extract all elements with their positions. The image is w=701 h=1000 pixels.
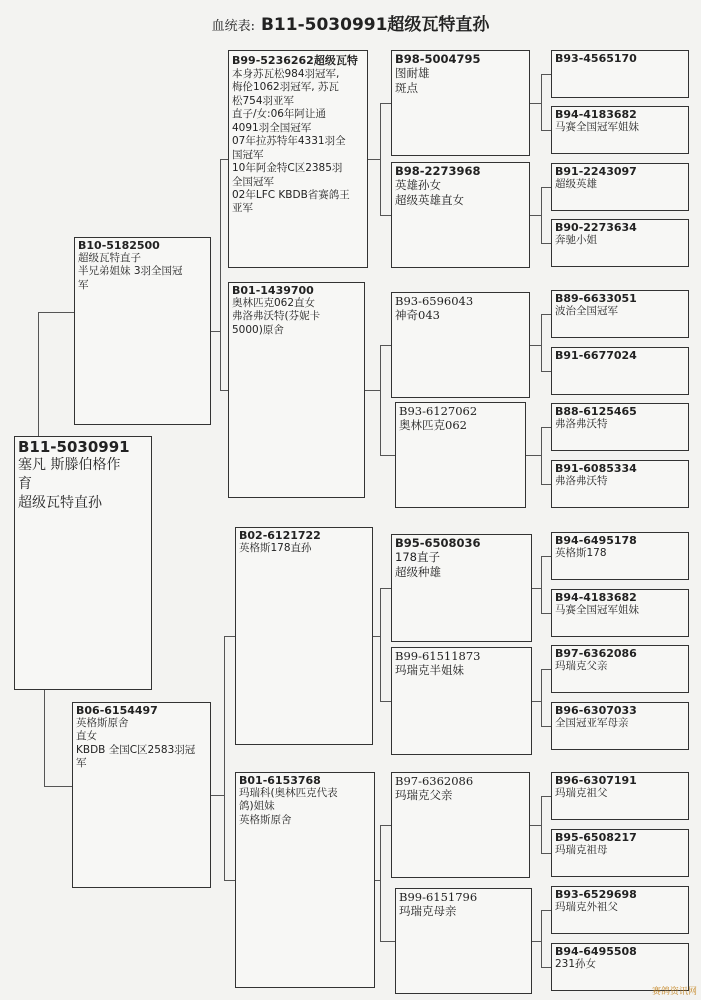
bird-description-line: 直女 (76, 730, 97, 743)
connector-line (541, 726, 551, 727)
bird-ring-number: B01-6153768 (239, 774, 321, 787)
great-grandparent-box (391, 292, 530, 398)
bird-description-line: 07年拉苏特年4331羽全 (232, 135, 346, 148)
connector-line (530, 215, 541, 216)
connector-line (380, 825, 381, 942)
bird-ring-number: B06-6154497 (76, 704, 158, 717)
connector-line (530, 103, 541, 104)
ancestor-box (551, 702, 689, 750)
connector-line (541, 669, 551, 670)
connector-line (541, 130, 551, 131)
connector-line (532, 701, 541, 702)
bird-description-line: 军 (78, 278, 89, 291)
bird-description-line: 超级英雄直女 (395, 192, 464, 207)
bird-description-line: 塞凡 斯滕伯格作 (18, 457, 121, 473)
ancestor-box (551, 290, 689, 338)
title-label: 血统表: (211, 19, 255, 34)
connector-line (541, 74, 551, 75)
great-grandparent-box (391, 647, 532, 755)
bird-description-line: 马赛全国冠军姐妹 (555, 121, 639, 133)
great-grandparent-box (391, 772, 530, 878)
bird-ring-number: B99-61511873 (395, 649, 481, 663)
bird-description-line: 02年LFC KBDB省赛鸽王 (232, 188, 350, 201)
connector-line (380, 455, 395, 456)
bird-ring-number: B91-6677024 (555, 349, 637, 362)
connector-line (224, 636, 225, 881)
bird-description-line: 全国冠亚军母亲 (555, 717, 629, 729)
connector-line (532, 588, 541, 589)
bird-ring-number: B96-6307191 (555, 774, 637, 787)
connector-line (541, 314, 542, 372)
bird-description-line: 本身苏瓦松984羽冠军, (232, 68, 340, 80)
bird-ring-number: B90-2273634 (555, 221, 637, 234)
connector-line (380, 215, 391, 216)
connector-line (211, 331, 220, 332)
connector-line (380, 588, 381, 702)
bird-ring-number: B93-6596043 (395, 294, 474, 308)
ancestor-box (551, 829, 689, 877)
grandparent-box (228, 50, 368, 268)
connector-line (220, 159, 228, 160)
sire-dam-box (74, 237, 211, 425)
connector-line (220, 159, 221, 391)
bird-description-line: 英格斯178直孙 (239, 542, 312, 554)
title-main: B11-5030991超级瓦特直孙 (260, 15, 490, 35)
bird-description-line: 4091羽全国冠军 (232, 121, 312, 134)
page-title (0, 10, 701, 35)
connector-line (541, 796, 551, 797)
bird-ring-number: B94-6495508 (555, 945, 637, 958)
bird-ring-number: B95-6508036 (395, 536, 481, 550)
bird-description-line: 玛瑞克外祖父 (555, 901, 618, 913)
connector-line (541, 556, 542, 614)
bird-description-line: 弗洛弗沃特 (555, 475, 608, 487)
bird-description-line: 图耐雄 (395, 66, 430, 80)
connector-line (541, 371, 551, 372)
connector-line (44, 786, 72, 787)
bird-description-line: 玛瑞克半姐妹 (395, 663, 464, 677)
bird-description-line: 鸽)姐妹 (239, 800, 275, 813)
bird-description-line: 英格斯原舍 (239, 813, 292, 826)
connector-line (380, 345, 391, 346)
grandparent-box (228, 282, 365, 498)
ancestor-box (551, 886, 689, 934)
great-grandparent-box (391, 162, 530, 268)
connector-line (38, 312, 39, 436)
ancestor-box (551, 645, 689, 693)
ancestor-box (551, 347, 689, 395)
bird-description-line: 玛瑞克祖母 (555, 844, 608, 856)
connector-line (365, 390, 380, 391)
connector-line (373, 636, 380, 637)
connector-line (541, 967, 551, 968)
bird-ring-number: B91-2243097 (555, 165, 637, 178)
connector-line (541, 910, 542, 968)
connector-line (220, 390, 228, 391)
bird-ring-number: B93-6127062 (399, 404, 478, 418)
ancestor-box (551, 772, 689, 820)
ancestor-box (551, 589, 689, 637)
connector-line (530, 825, 541, 826)
ancestor-box (551, 403, 689, 451)
connector-line (541, 484, 551, 485)
connector-line (224, 880, 235, 881)
ancestor-box (551, 163, 689, 211)
bird-description-line: 玛瑞克父亲 (395, 788, 453, 802)
bird-description-line: 玛瑞克父亲 (555, 660, 608, 672)
subject-bird-box (14, 436, 152, 690)
bird-description-line: 231孙女 (555, 958, 597, 970)
bird-ring-number: B99-5236262超级瓦特 (232, 54, 358, 67)
bird-description-line: 波治全国冠军 (555, 305, 618, 317)
bird-ring-number: B02-6121722 (239, 529, 321, 542)
bird-description-line: 育 (18, 475, 32, 492)
connector-line (530, 345, 541, 346)
connector-line (380, 345, 381, 456)
connector-line (541, 853, 551, 854)
connector-line (380, 103, 381, 216)
connector-line (380, 588, 391, 589)
bird-description-line: 超级瓦特直子 (78, 252, 141, 264)
connector-line (38, 312, 74, 313)
great-grandparent-box (391, 534, 532, 642)
bird-description-line: 神奇043 (395, 308, 440, 322)
bird-description-line: 玛瑞克母亲 (399, 904, 457, 918)
sire-dam-box (72, 702, 211, 888)
connector-line (541, 796, 542, 854)
connector-line (541, 187, 551, 188)
bird-ring-number: B93-4565170 (555, 52, 637, 65)
ancestor-box (551, 50, 689, 98)
connector-line (380, 701, 391, 702)
great-grandparent-box (395, 402, 526, 508)
bird-description-line: 梅伦1062羽冠军, 苏瓦 (232, 81, 339, 94)
bird-description-line: 松754羽亚军 (232, 94, 295, 107)
bird-ring-number: B94-4183682 (555, 591, 637, 604)
bird-ring-number: B11-5030991 (18, 438, 130, 456)
connector-line (541, 427, 542, 485)
connector-line (541, 74, 542, 131)
connector-line (211, 795, 224, 796)
bird-description-line: 178直子 (395, 550, 440, 564)
bird-ring-number: B93-6529698 (555, 888, 637, 901)
bird-description-line: 斑点 (395, 80, 418, 95)
bird-description-line: 弗洛弗沃特(芬妮卡 (232, 310, 321, 323)
connector-line (541, 613, 551, 614)
bird-ring-number: B94-6495178 (555, 534, 637, 547)
bird-ring-number: B01-1439700 (232, 284, 314, 297)
connector-line (44, 690, 45, 787)
bird-description-line: 10年阿金特C区2385羽 (232, 162, 343, 175)
bird-description-line: 奥林匹克062 (399, 418, 467, 432)
watermark: 赛鸽资讯网 (651, 987, 697, 997)
bird-ring-number: B94-4183682 (555, 108, 637, 121)
bird-ring-number: B97-6362086 (395, 774, 474, 788)
ancestor-box (551, 106, 689, 154)
bird-description-line: 英格斯原舍 (76, 717, 129, 729)
bird-description-line: 亚军 (232, 202, 253, 215)
bird-ring-number: B88-6125465 (555, 405, 637, 418)
connector-line (541, 556, 551, 557)
bird-description-line: 奔驰小姐 (555, 234, 597, 246)
bird-description-line: 英格斯178 (555, 547, 607, 559)
connector-line (380, 103, 391, 104)
bird-description-line: 超级种雄 (395, 564, 441, 579)
connector-line (541, 314, 551, 315)
bird-description-line: 全国冠军 (232, 175, 274, 188)
bird-ring-number: B91-6085334 (555, 462, 637, 475)
bird-ring-number: B97-6362086 (555, 647, 637, 660)
bird-description-line: KBDB 全国C区2583羽冠 (76, 743, 196, 756)
connector-line (526, 455, 541, 456)
bird-ring-number: B10-5182500 (78, 239, 160, 252)
bird-ring-number: B98-5004795 (395, 52, 481, 66)
great-grandparent-box (395, 888, 532, 994)
bird-description-line: 马赛全国冠军姐妹 (555, 604, 639, 616)
bird-ring-number: B98-2273968 (395, 164, 481, 178)
bird-ring-number: B96-6307033 (555, 704, 637, 717)
great-grandparent-box (391, 50, 530, 156)
bird-ring-number: B99-6151796 (399, 890, 478, 904)
bird-description-line: 超级瓦特直孙 (18, 494, 102, 511)
bird-description-line: 军 (76, 757, 87, 770)
bird-description-line: 国冠军 (232, 148, 264, 161)
bird-description-line: 超级英雄 (555, 178, 597, 190)
connector-line (541, 910, 551, 911)
connector-line (532, 941, 541, 942)
bird-description-line: 英雄孙女 (395, 178, 441, 192)
bird-description-line: 直子/女:06年阿让通 (232, 108, 326, 121)
connector-line (541, 243, 551, 244)
connector-line (380, 825, 391, 826)
bird-description-line: 玛瑞科(奥林匹克代表 (239, 787, 338, 799)
bird-description-line: 弗洛弗沃特 (555, 418, 608, 430)
connector-line (368, 159, 380, 160)
bird-description-line: 半兄弟姐妹 3羽全国冠 (78, 265, 183, 278)
connector-line (380, 941, 395, 942)
ancestor-box (551, 219, 689, 267)
bird-ring-number: B89-6633051 (555, 292, 637, 305)
ancestor-box (551, 532, 689, 580)
bird-description-line: 玛瑞克祖父 (555, 787, 608, 799)
grandparent-box (235, 527, 373, 745)
bird-description-line: 5000)原舍 (232, 323, 284, 336)
grandparent-box (235, 772, 375, 988)
connector-line (541, 427, 551, 428)
connector-line (224, 636, 235, 637)
bird-description-line: 奥林匹克062直女 (232, 297, 316, 309)
bird-ring-number: B95-6508217 (555, 831, 637, 844)
connector-line (541, 187, 542, 244)
ancestor-box (551, 460, 689, 508)
connector-line (541, 669, 542, 727)
